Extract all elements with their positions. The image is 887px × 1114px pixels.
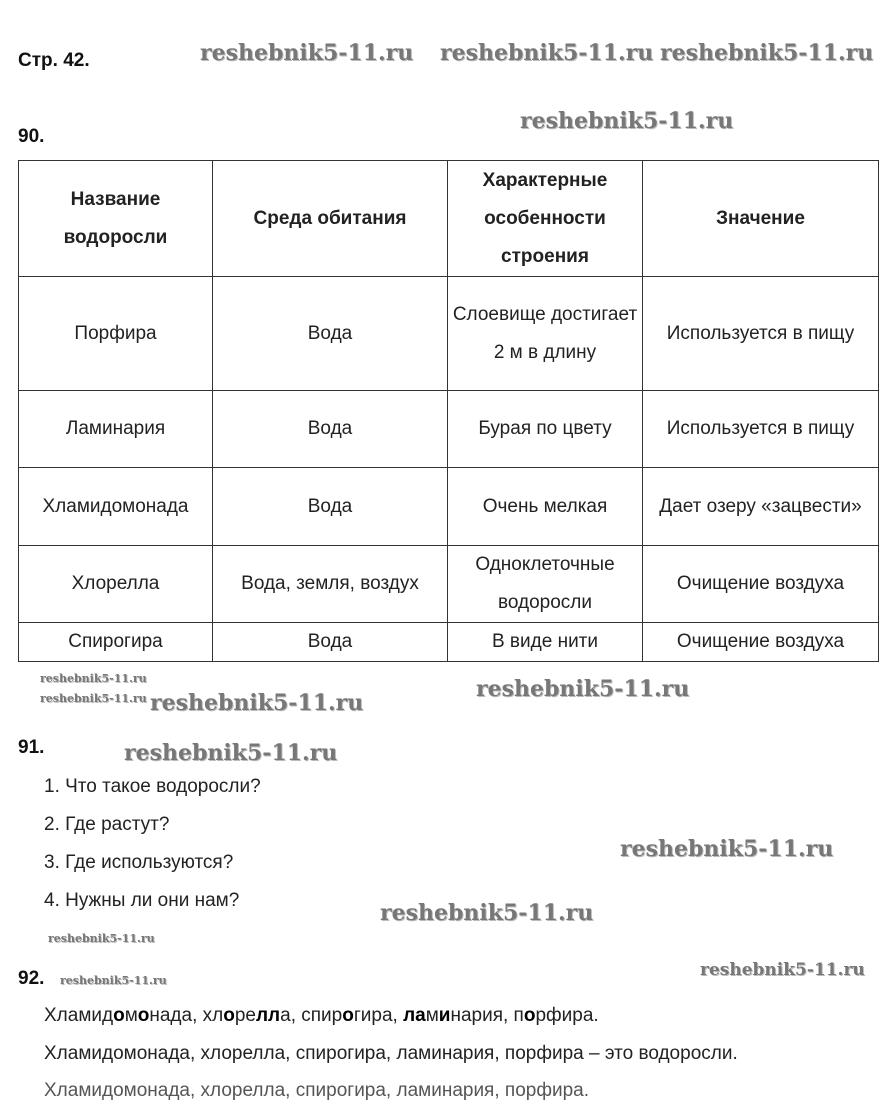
watermark: reshebnik5-11.ru (380, 900, 594, 926)
question-list (44, 768, 261, 920)
table-row (19, 546, 879, 623)
algae-conclusion-line: Хламидомонада, хлорелла, спирогира, ламинария, порфира – это водоросли. (44, 1043, 738, 1064)
cell: Слоевище достигает 2 м в длину (448, 277, 643, 391)
cell: Очищение воздуха (643, 623, 879, 662)
header-habitat: Среда обитания (213, 161, 448, 277)
cell: Используется в пищу (643, 277, 879, 391)
watermark: reshebnik5-11.ru (660, 40, 874, 66)
cell: Бурая по цвету (448, 391, 643, 468)
cell: Дает озеру «зацвести» (643, 468, 879, 546)
cell: Одноклеточные водоросли (448, 546, 643, 623)
algae-list-plain-line: Хламидомонада, хлорелла, спирогира, ламинария, порфира. (44, 1080, 589, 1101)
question: 4. Нужны ли они нам? (44, 890, 240, 911)
stressed-letter: и (438, 1005, 451, 1026)
cell: Хламидомонада (19, 468, 213, 546)
header-name: Название водоросли (19, 161, 213, 277)
task-92-number: 92. (18, 968, 45, 989)
task-90-number: 90. (18, 126, 45, 147)
algae-table (18, 160, 879, 662)
watermark: reshebnik5-11.ru (440, 40, 654, 66)
watermark: reshebnik5-11.ru (200, 40, 414, 66)
stressed-letter: о (113, 1005, 125, 1026)
cell: Вода (213, 391, 448, 468)
header-features: Характерные особенности строения (448, 161, 643, 277)
algae-list-segment: м (124, 1005, 138, 1026)
cell: Вода (213, 468, 448, 546)
cell: Хлорелла (19, 546, 213, 623)
algae-list-segment: рфира. (535, 1005, 599, 1026)
watermark: reshebnik5-11.ru (40, 672, 147, 685)
question: 3. Где используются? (44, 852, 234, 873)
algae-list-segment: м (425, 1005, 439, 1026)
table-header-row (19, 161, 879, 277)
stressed-letter: о (523, 1005, 536, 1026)
table-row (19, 277, 879, 391)
page-label: Стр. 42. (18, 50, 90, 71)
header-value: Значение (643, 161, 879, 277)
watermark: reshebnik5-11.ru (520, 108, 734, 134)
cell: Очень мелкая (448, 468, 643, 546)
table-row (19, 623, 879, 662)
algae-list-segment: ре (234, 1005, 256, 1026)
stressed-letter: о (223, 1005, 235, 1026)
stressed-letter: лл (255, 1005, 281, 1026)
stressed-letter: о (342, 1005, 354, 1026)
stressed-letter: ла (403, 1005, 426, 1026)
cell: Очищение воздуха (643, 546, 879, 623)
stressed-letter: о (137, 1005, 150, 1026)
algae-list-segment: нария, п (450, 1005, 524, 1026)
algae-list-line (44, 997, 599, 1035)
question: 1. Что такое водоросли? (44, 776, 261, 797)
cell: Ламинария (19, 391, 213, 468)
table-row (19, 391, 879, 468)
cell: Вода, земля, воздух (213, 546, 448, 623)
cell: Используется в пищу (643, 391, 879, 468)
algae-list-segment: Хламид (44, 1005, 114, 1026)
cell: Вода (213, 277, 448, 391)
watermark: reshebnik5-11.ru (60, 974, 167, 987)
question: 2. Где растут? (44, 814, 170, 835)
watermark: reshebnik5-11.ru (700, 960, 865, 980)
algae-list-segment: гира, (353, 1005, 404, 1026)
watermark: reshebnik5-11.ru (476, 676, 690, 702)
cell: Спирогира (19, 623, 213, 662)
task-91-number: 91. (18, 737, 45, 758)
watermark: reshebnik5-11.ru (620, 836, 834, 862)
cell: Порфира (19, 277, 213, 391)
table-row (19, 468, 879, 546)
watermark: reshebnik5-11.ru (48, 932, 155, 945)
watermark: reshebnik5-11.ru (150, 690, 364, 716)
cell: Вода (213, 623, 448, 662)
watermark: reshebnik5-11.ru (124, 740, 338, 766)
algae-list-segment: надa, хл (149, 1005, 224, 1026)
cell: В виде нити (448, 623, 643, 662)
watermark: reshebnik5-11.ru (40, 692, 147, 705)
algae-list-segment: а, спир (280, 1005, 343, 1026)
